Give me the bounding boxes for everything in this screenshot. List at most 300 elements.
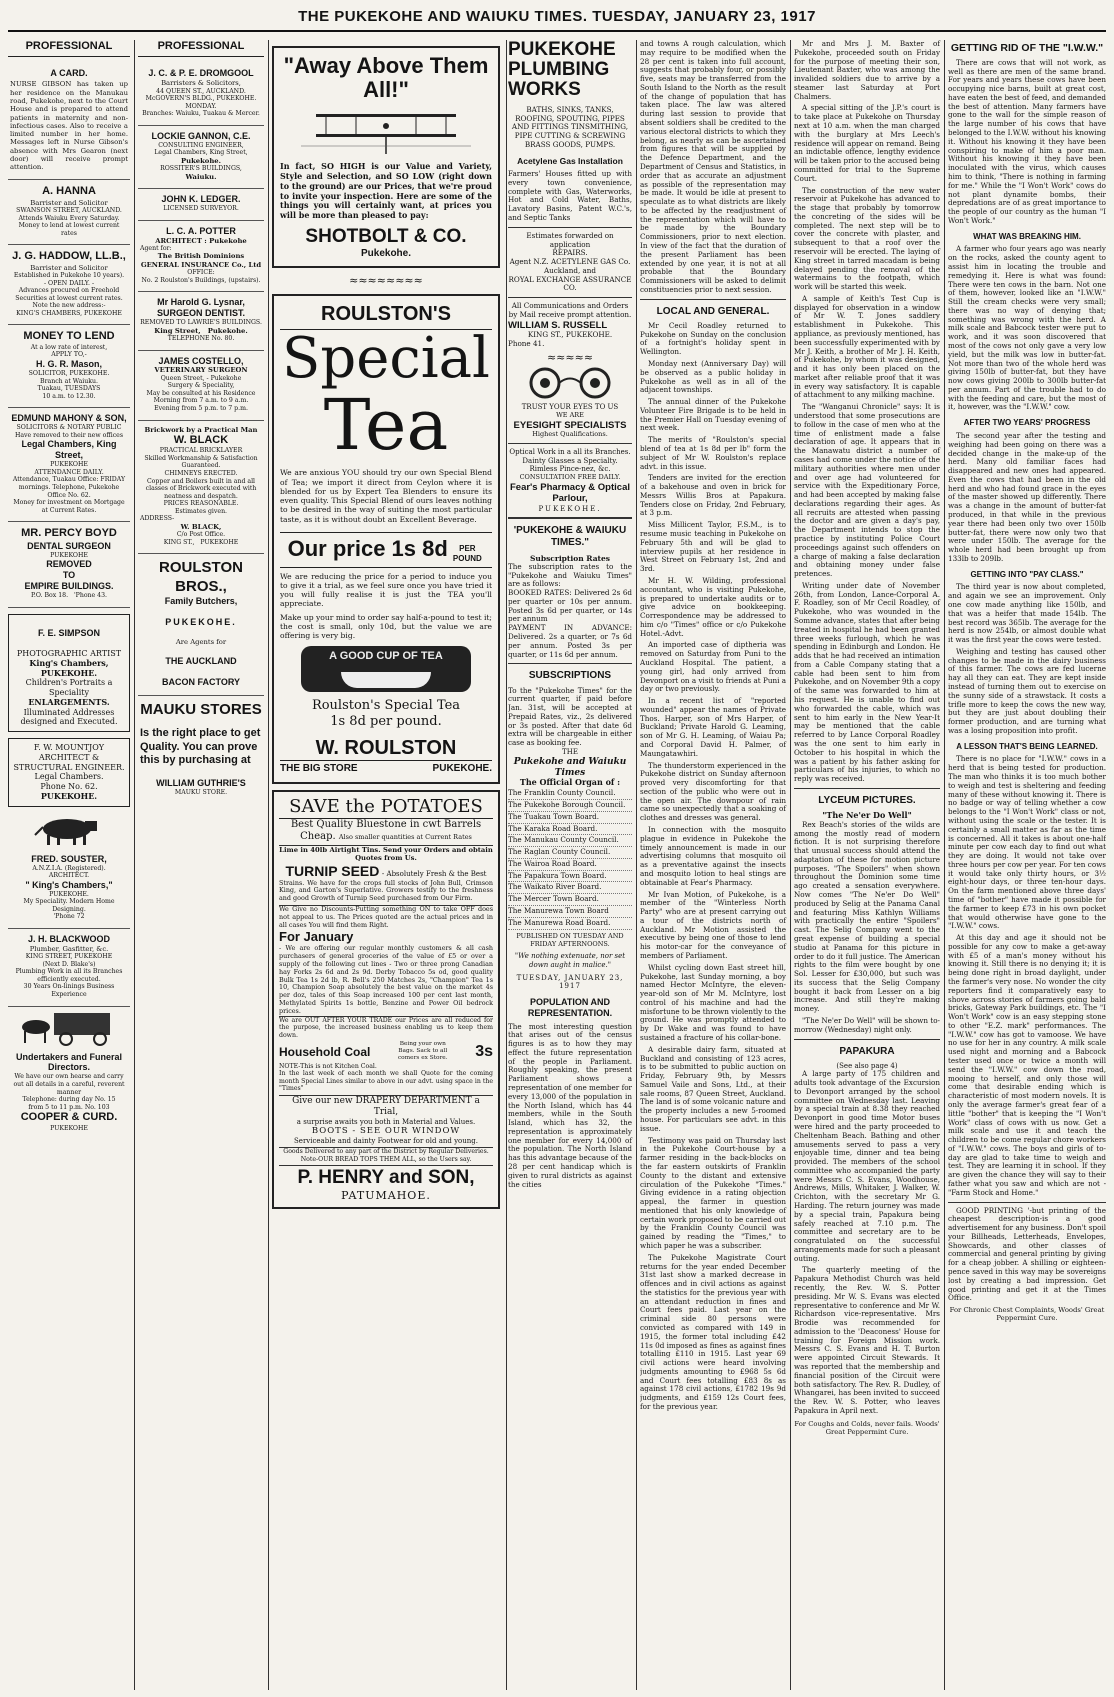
lockie-name: LOCKIE GANNON, C.E.: [151, 130, 251, 141]
chest-ad: For Chronic Chest Complaints, Woods' Great Peppermint Cure.: [949, 1306, 1105, 1323]
iww-title: GETTING RID OF THE "I.W.W.": [950, 42, 1104, 54]
potter-name: L. C. A. POTTER: [166, 225, 236, 236]
souster-name: FRED. SOUSTER,: [31, 853, 107, 864]
mahony-town: PUKEKOHE: [50, 461, 88, 469]
special-word: Special: [282, 326, 490, 392]
news6-p7: Rex Beach's stories of the wilds are among the mostly read of modern fiction. It is not surprising therefore that unusual success should attend the adaptation of these for motion picture purposes. "The Spoilers" when shown throughout the Dominion some time ago created a sensation everywhere. Now comes "The Ne'er Do Well" produced by Selig at the Panama Canal and featuring Miss Kathlyn Williams with practically the entire "Spoilers" cast. The Selig Company went to the great expense of building a special studio at Panama for this picture in order to do it full justice. The American rights to the film were bought by one Sol. Lesser for £30,000, but such was its success that the Selig Company bought it back from Lesser on a big increase. And still they're making money.: [794, 819, 940, 1014]
communications: All Communications and Orders by Mail receive prompt attention.: [508, 301, 632, 320]
lockie-st: King Street,: [209, 149, 248, 157]
news-p13: Mr Ivan Motion, of Pukekohe, is a member of the "Winterless North Party" who are at present carrying out a tour of the districts north of Auckland. Mr Motion assisted the executive by being one of those to lend his motor-car for the conveyance of members of Parliament.: [640, 889, 786, 960]
masthead: THE PUKEKOHE AND WAIUKU TIMES. TUESDAY, JANUARY 23, 1917: [8, 4, 1106, 32]
mason-name: H. G. R. Mason,: [35, 359, 102, 369]
lysnar-role: SURGEON DENTIST.: [156, 308, 245, 319]
boyd-phone: 'Phone 43.: [73, 592, 108, 600]
discounts: We Give no Discounts-Putting something ON to take OFF does not appeal to us. The Prices quoted are the actual prices and in all cases You will find them Right.: [279, 905, 493, 929]
column-news-2: [794, 40, 945, 1690]
january-title: For January: [279, 929, 354, 945]
news6-p9: A large party of 175 children and adults took advantage of the Excursion to Devonport arranged by the school committee on Wednesday last. Leaving by a special train at 8.38 they reached Devonport in good time Motor buses were hired and the party proceeded to Cheltenham Beach. Bathing and other amusements served to pass a very enjoyable time, dinner and tea being provided. The members of the school committee who accompanied the party were Messrs C. S. Evans, Woodhouse, Andrews, Mills, Whitaker, J. Walker, W. Crichton, with the secretary Mr G. Harding. The return journey was made by a special train, Papakura being safely reached at 7.10 p.m. The committee and secretary are to be congratulated on the successful arrangements made for such a pleasant outing.: [794, 1069, 940, 1263]
lockie-role: CONSULTING ENGINEER,: [158, 141, 244, 149]
address-label: ADDRESS-: [140, 515, 175, 523]
subscriptions-body: To the "Pukekohe Times" for the current quarter, if paid before Jan. 31st, will be accepted at Prepaid Rates, viz., 2s delivered or 3s posted. After that date 6d extra will be chargeable in either case as booking fee.: [508, 685, 632, 748]
shotbolt-town: Pukekohe.: [360, 248, 412, 260]
column-professional-1: [8, 40, 135, 1690]
souster-cred: A.N.Z.I.A. (Registered).: [32, 864, 106, 872]
column-plumbing: [508, 40, 637, 1690]
tea-word: Tea: [323, 383, 449, 466]
mason-hours: 10 a.m. to 12.30.: [42, 392, 96, 400]
costello-surg: Surgery & Speciality,: [167, 382, 235, 390]
cheap: Cheap.: [300, 830, 336, 842]
column-local-news: [640, 40, 791, 1690]
card-hanna: [8, 180, 130, 245]
fear-town: PUKEKOHE.: [538, 504, 602, 513]
hearse-illustration: [8, 1007, 130, 1047]
mason-role: SOLICITOR, PUKEKOHE.: [28, 369, 110, 377]
russell-name: WILLIAM S. RUSSELL: [508, 319, 608, 331]
costello-name: JAMES COSTELLO,: [158, 355, 244, 366]
organ-item: The Tuakau Town Board.: [508, 812, 632, 824]
tea-cup-illustration: [301, 646, 471, 692]
simpson-role: PHOTOGRAPHIC ARTIST: [16, 649, 122, 659]
card-mountjoy: [8, 738, 130, 807]
under-tel-2: from 5 to 11 p.m. No. 103: [28, 1103, 110, 1111]
news-p10: In a recent list of "reported wounded" appear the names of Private Thos. Harper, son of Mrs Harper, of Buckland; Private Harold G. Leaming, son of Mr G. H. Leaming, of Waiau Pa; and Corporal David H. Palmer, of Maungatawhiri.: [640, 696, 786, 758]
russell-addr: KING ST., PUKEKOHE.: [527, 330, 613, 340]
ad-roulston-tea: [272, 294, 500, 784]
card-haddow: [8, 245, 130, 325]
organ-item: The Pukekohe Borough Council.: [508, 800, 632, 812]
news-p12: In connection with the mosquito plague in evidence in Pukekohe the timely announcement is made in our advertising columns that mosquito oil as a preventative against the insects and mosquito lotion to heal stings are obtainable at Fear's Pharmacy.: [640, 825, 786, 887]
acetylene-title: Acetylene Gas Installation: [517, 155, 623, 166]
turnip-body: Strains. We have for the crops full stocks of John Bull, Crimson King, and Garton's Superlative. Growers testify to the freshness and good Growth of Turnip Seed purchased from Our Firm.: [279, 878, 493, 903]
card-roulston-bros: [138, 554, 264, 696]
organ-item: The Raglan County Council.: [508, 847, 632, 859]
curd-town: PUKEKOHE: [50, 1124, 88, 1132]
costello-town: Pukekohe: [210, 374, 242, 382]
prices: PRICES REASONABLE.: [163, 500, 239, 508]
news-p2: Mr Cecil Roadley returned to Pukekohe on Sunday on the conclusion of a fortnight's holiday spent in Wellington.: [640, 320, 786, 357]
card-mason: [8, 325, 130, 408]
estimates: Estimates given.: [174, 507, 228, 515]
right-place: Is the right place to get Quality. You can prove this by purchasing at: [140, 727, 261, 767]
away-body: In fact, SO HIGH is our Value and Variety, Style and Selection, and SO LOW (right down to the ground) are our Prices, that we're proud to invite your inspection. Here are some of the things you will certainly want, at prices you will be more than pleased to pay:: [280, 161, 492, 221]
boots: BOOTS - SEE OUR WINDOW: [311, 1126, 461, 1137]
haddow-addr: KING'S CHAMBERS, PUKEKOHE: [16, 309, 122, 317]
drom-bldg: McGOVERN'S BLDG., PUKEKOHE.: [145, 95, 257, 103]
paper-name: Pukekohe and Waiuku Times: [513, 756, 627, 778]
card-potter: L. C. A. POTTER ARCHITECT : Pukekohe Agent for: The British Dominions GENERAL INSURANCE Co., Ltd OFFICE: No. 2 Roulston's Buildings, (upstairs).: [138, 221, 264, 293]
blackwood-role: Plumber, Gasfitter, &c.: [29, 944, 109, 953]
mauku-stores: MAUKU STORES: [140, 701, 262, 719]
mountjoy-role: ARCHITECT & STRUCTURAL ENGINEER.: [13, 752, 125, 772]
card-costello: JAMES COSTELLO, VETERINARY SURGEON Queen Street, - Pukekohe Surgery & Speciality, May be consulted at his Residence Morning from 7 a.m. to 9 a.m. Evening from 5 p.m. to 7 p.m.: [138, 351, 264, 421]
boyd-removed: REMOVED: [46, 559, 92, 570]
potter-agent: Agent for:: [140, 244, 172, 252]
drom-branch: Branches: Waiuku, Tuakau & Mercer.: [142, 110, 260, 118]
we-are: WE ARE: [556, 410, 584, 419]
card-souster: [8, 849, 130, 929]
column-iww-article: [948, 40, 1106, 1690]
family-butchers: Family Butchers,: [164, 595, 238, 606]
special-tea-price: 1s 8d per pound.: [330, 714, 442, 730]
iww-p7: At this day and age it should not be possible for any cow to make a get-away with £5 of a man's money without his knowing it. Still there is no denying it; it is being done right in broad daylight, under the farmer's very nose. No wonder the city reporters find it comparatively easy to shove across stories of farmers going bald bricks, Gateway Park buildings, etc. The "I Won't Work" cow is an easy stepping stone to other "E.Z. mark" performances. The "I.W.W." cow has got to vamoose. We have no use for her in any country. A milk scale used night and morning and a Babcock tester used once or twice a month will send the "I.W.W." cow down the road, mooing to herself, and only those will come that desirable ending which is characteristic of most modern novels. It is only the average farmer's great fear of a little "bother" that is keeping the "I Won't Work" class of cows with us now. Get a milk scale and use it and teach the children to be come regular chore workers of "I.W.W." cows. The boys and girls of to-day are glad to take time to weigh and test. They are learning it in school. If they are given the chance they will say to their father what you saw and which are not - "Farm Stock and Home.": [948, 933, 1106, 1197]
drom-addr: 44 QUEEN ST., AUCKLAND.: [156, 87, 246, 95]
drapery-2: a surprise awaits you both in Material and Values.: [296, 1117, 476, 1126]
w-roulston: W. ROULSTON: [315, 737, 457, 760]
news6-p8: "The Ne'er Do Well" will be shown to-morrow (Wednesday) night only.: [794, 1015, 940, 1034]
ornament-divider-2: ≈≈≈≈≈: [546, 350, 594, 364]
plumbing-2: PLUMBING: [508, 58, 610, 80]
progress-title: AFTER TWO YEARS' PROGRESS: [963, 418, 1091, 428]
haddow-adv: Advances procured on Freehold Securities at lowest current rates.: [15, 287, 123, 302]
auckland-label: THE AUCKLAND: [165, 656, 237, 667]
mason-branch: Branch at Waiuku.: [40, 377, 98, 385]
mahony-addr: Legal Chambers, King Street,: [21, 439, 117, 461]
boyd-town: PUKEKOHE: [50, 551, 88, 559]
ledger-name: JOHN K. LEDGER.: [161, 194, 241, 205]
boyd-place: EMPIRE BUILDINGS.: [24, 581, 114, 592]
news-p1: and towns A rough calculation, which may require to be modified when the 28 per cent is taken into full account, suggests that probably four, or possibly five, seats may be transferred from the South Island to the North as the result of the change of population that has taken place. The law was altered during last session to provide that absent soldiers shall be credited to the various electoral districts to which they belong, as nearly as can be ascertained from figures that will be supplied by the Defence Department, and the Department of Census and Statistics, in order that as accurate an adjustment as possible of the representation may be made. It would be idle at present to speculate as to what districts are likely to be affected by the readjustment of the representation which will have to be made by the Boundary Commissioners, prior to next election. In view of the fact that the duration of the present Parliament has been extended by one year, it is not at all probable that the Boundary Commissioners will be asked to delimit constituencies prior to next session.: [640, 40, 786, 294]
souster-town: PUKEKOHE.: [49, 890, 89, 898]
coal-price: 3s: [475, 1043, 493, 1061]
potter-office-addr: No. 2 Roulston's Buildings, (upstairs).: [141, 276, 261, 284]
money-apply: APPLY TO,-: [51, 351, 87, 359]
souster-spec: My Speciality. Modern Home Designing.: [23, 898, 115, 913]
tea-make-up: Make up your mind to order say half-a-pound to test it; the cost is small, only 10d, but the value we are offering is very big.: [280, 612, 492, 641]
news6-p2: A special sitting of the J.P.'s court is to take place at Pukekohe on Thursday next at 10 a.m. when the man charged with the burglary at Mrs Leech's residence will appear on remand. Being an indictable offence, lengthy evidence will be taken prior to the accused being committed for trial to the Supreme Court.: [794, 103, 940, 183]
haddow-open: - OPEN DAILY. -: [43, 279, 95, 287]
mahony-role: SOLICITORS & NOTARY PUBLIC: [16, 424, 122, 432]
organ-item: The Wairoa Road Board.: [508, 859, 632, 871]
lysnar-removed: REMOVED TO LAWRIE'S BUILDINGS.: [140, 319, 262, 327]
ledger-role: LICENSED SURVEYOR.: [163, 205, 239, 213]
costello-consult: May be consulted at his Residence: [146, 389, 256, 397]
potter-town: Pukekohe: [209, 236, 247, 245]
news-p3: Monday next (Anniversary Day) will be observed as a public holiday in Pukekohe as well as in all of the adjacent townships.: [640, 358, 786, 395]
lysnar-st: King Street,: [154, 326, 201, 335]
card-lysnar: [138, 292, 264, 350]
roulston-bros-name: ROULSTON BROS.,: [159, 559, 243, 595]
organ-item: The Waikato River Board.: [508, 882, 632, 894]
mountjoy-legal: Legal Chambers.: [34, 772, 104, 782]
haddow-est: Established in Pukekohe 10 years).: [13, 272, 125, 280]
ornament-divider: ≈≈≈≈≈≈≈≈: [349, 274, 423, 288]
iww-p6: There is no place for "I.W.W." cows in a herd that is being tested for production. The man who thinks it is too much bother to weigh and test is sheltering and feeding many of these without knowing it. There is no badge or way of telling whether a cow belongs to the "I Won't Work" class or not, without using the scale or the tester. It is certainly a small matter as far as the time is concerned. All it takes is about one-half minute per cow each day to find out what they are doing. It would not take over three hours per cow per year. For ten cows it would take only thirty hours, or 3½ eight-hour days, or three ten-hour days. On the farm mentioned above three days' time of "bother" have made it possible for the farmer to keep £73 in his own pocket that would otherwise have gone to the "I.W.W." cows.: [948, 754, 1106, 931]
guthrie-name: WILLIAM GUTHRIE'S: [156, 777, 246, 788]
tea-body: We are anxious YOU should try our own Special Blend of Tea; we import it direct from Ceylon where it is blended for us by Expert Tea Blenders to ensure its even quality. This Special Blend of ours leaves nothing to be desired in the way of suiting the most particular taste, as it is without doubt an Excellent Beverage.: [280, 468, 492, 524]
coal-note: NOTE-This is not Kitchen Coal.: [279, 1062, 377, 1070]
organ-item: The Manurewa Road Board.: [508, 918, 632, 930]
official-organ: The Official Organ of :: [519, 777, 621, 788]
card-undertakers: [8, 1047, 130, 1140]
drom-mon: MONDAY.: [185, 102, 217, 110]
turnip-tail: - Absolutely Fresh & the Best: [381, 869, 487, 878]
organ-item: The Papakura Town Board.: [508, 871, 632, 883]
organ-list: [508, 788, 632, 929]
big-store: THE BIG STORE: [280, 763, 358, 775]
ad-henry: [272, 790, 500, 1209]
hanna-addr: SWANSON STREET, AUCKLAND.: [16, 207, 122, 215]
local-general-title: LOCAL AND GENERAL.: [656, 305, 770, 317]
card-mahony: [8, 408, 130, 522]
plumbing-list: BATHS, SINKS, TANKS, ROOFING, SPOUTING, PIPES AND FITTINGS TINSMITHING, PIPE CUTTING & SCREWING BRASS GOODS, PUMPS.: [511, 104, 629, 149]
organ-item: The Mercer Town Board.: [508, 894, 632, 906]
mason-tues: Tuakau, TUESDAYS: [37, 385, 101, 393]
sub-rates: Subscription Rates: [529, 553, 611, 563]
boyd-name: MR. PERCY BOYD: [21, 527, 117, 540]
save-potatoes: SAVE the POTATOES: [279, 796, 493, 819]
news-p8: Mr H. W. Wilding, professional accountant, who is visiting Pukekohe, is prepared to undertake audits or to give advice on bookkeeping. Correspondence may be addressed to him c/o "Times" office or c/o Pukekohe Hotel.-Advt.: [640, 575, 786, 638]
brick-title: Brickwork by a Practical Man: [144, 425, 258, 434]
news-p7: Miss Millicent Taylor, F.S.M., is to resume music teaching in Pukekohe on February 5th and will be glad to interview pupils at her residence in West Street on February 1st, 2nd and 3rd.: [640, 520, 786, 574]
organ-item: The Franklin County Council.: [508, 788, 632, 800]
ad-shotbolt: [272, 46, 500, 268]
patumahoe: PATUMAHOE.: [341, 1189, 431, 1203]
cheap-small: Also smaller quantities at Current Rates: [338, 832, 472, 841]
motto: "We nothing extenuate, nor set down aught in malice.": [514, 952, 626, 969]
lysnar-name: Mr Harold G. Lysnar,: [157, 297, 245, 308]
news6-p4: A sample of Keith's Test Cup is displayed for observation in a window of Mr W. T. Jones saddlery establishment in Pukekohe. This appliance, as previously mentioned, has been successfully experimented with by Mr J. Keith, a brother of Mr J. H. Keith, of Pukekohe, by whom it was designed, and it has only been placed on the market after reliable proof that it was in every way satisfactory. It is capable of attachment to any milking machine.: [794, 293, 940, 400]
boyd-role: DENTAL SURGEON: [27, 540, 111, 551]
section-heading: PROFESSIONAL: [8, 40, 130, 57]
costello-role: VETERINARY SURGEON: [154, 366, 248, 375]
estimates-line: Estimates forwarded on application: [526, 230, 614, 249]
plumbing-1: PUKEKOHE: [508, 40, 616, 60]
blackwood-near: (Next D. Blake's): [42, 960, 96, 968]
mahony-att: ATTENDANCE DAILY.: [34, 468, 104, 476]
card-dromgool: [138, 63, 264, 126]
repairs: REPAIRS.: [552, 248, 588, 258]
blackwood-exp: 30 Years On-linings Business Experience: [23, 983, 115, 998]
hanna-name: A. HANNA: [42, 185, 96, 198]
news6-p3: The construction of the new water reservoir at Pukekohe has advanced to the stage that probably by tomorrow the concreting of the sides will be completed. The next step will be to cover the concrete with plaster, and subsequent to that a roof over the reservoir will be erected. The laying of King street in tarred macadam is being delayed pending the removal of the watermains to the footpath, which work will be started this week.: [794, 185, 940, 292]
spectacles-illustration: [508, 366, 632, 403]
subscriptions-title: SUBSCRIPTIONS: [528, 670, 612, 682]
card-blackwood: [8, 929, 130, 1007]
coal-mid: Being your own Bags. Sack to all comers ex Store.: [397, 1041, 448, 1062]
under-tel: Telephone: during day No. 15: [22, 1096, 116, 1104]
hanna-role: Barrister and Solicitor: [30, 198, 108, 207]
goods-delivered: Goods Delivered to any part of the District by Regular Deliveries.: [279, 1147, 493, 1156]
mahony-moved: Have removed to their new offices: [14, 431, 124, 439]
coal-body: In the last week of each month we shall Quote for the coming month Special Lines similar to above in our advt. using space in the "Times": [279, 1070, 493, 1093]
card-boyd: [8, 522, 130, 607]
eyesight-specialists: EYESIGHT SPECIALISTS: [513, 419, 627, 431]
iww-p1: There are cows that will not work, as well as there are men of the same brand. For years and years these cows have been occupying nice barns, built at great cost, have eaten the best of feed, and demanded the best of attention. Many farmers have gone to the wall for the simple reason of the large number of his cows that have belonged to the I.W.W. without his knowing it. Without his knowing it they have been conspiring to make of him a poor man. Without his knowing it they have been inoculated with the virus, which causes him to think, "There is nothing in farming for me." While the "I Won't Work" cows do not plant dynamite bombs, their depredations are of as great importance to the people of our country as the human "I Won't Work.": [948, 57, 1106, 225]
drom-role: Barristers & Solicitors,: [161, 79, 241, 88]
black-name-2: W. BLACK,: [180, 522, 222, 531]
organ-item: The Manurewa Town Board: [508, 906, 632, 918]
king-town: PUKEKOHE: [200, 538, 239, 546]
payment-advance: PAYMENT IN ADVANCE: Delivered. 2s a quarter, or 7s 6d per annum. Posted 3s per quarter, or 11s 6d per annum.: [508, 623, 632, 659]
under-text: We have our own hearse and carry out all details in a careful, reverent manner: [13, 1073, 125, 1096]
card-black: [138, 421, 264, 555]
papakura-title: PAPAKURA: [839, 1045, 895, 1057]
consultation: CONSULTATION FREE DAILY.: [519, 472, 621, 481]
getting-title: GETTING INTO "PAY CLASS.": [970, 569, 1084, 579]
card-nurse-gibson: [8, 63, 130, 180]
potter-office: OFFICE:: [187, 269, 215, 277]
highest-qual: Highest Qualifications.: [532, 430, 608, 439]
big-store-town: PUKEKOHE.: [432, 763, 492, 775]
guthrie-store: MAUKU STORE.: [174, 788, 228, 796]
turnip-seed: TURNIP SEED: [285, 862, 380, 879]
section-heading-2: PROFESSIONAL: [138, 40, 264, 57]
times-title: 'PUKEKOHE & WAIUKU TIMES.": [513, 525, 627, 549]
per-pound: PER POUND: [452, 544, 482, 563]
booked-rates: BOOKED RATES: Delivered 2s 6d per quarter or 10s per annum. Posted 3s 6d per quarter, or 14s per annum: [508, 588, 632, 624]
hanna-note: Attends Waiuku Every Saturday.: [18, 214, 120, 222]
column-ads-wide: [272, 40, 507, 1690]
money-to-lend: MONEY TO LEND: [23, 330, 115, 343]
card-text: NURSE GIBSON has taken up her residence on the Manukau road, Pukekohe, next to the Court House and is prepared to attend patients in maternity and non-infectious cases. Also to receive a limited number in her home. Messages left in Nurse Gibson's absence with Mrs Gearon (next door) will receive prompt attention.: [10, 80, 128, 172]
news-p6: Tenders are invited for the erection of a bakehouse and oven in brick for Messrs Willis Bros at Papakura. Tenders close on Friday, 2nd February, at 3 p.m.: [640, 473, 786, 518]
shotbolt-name: SHOTBOLT & CO.: [305, 225, 467, 247]
card-lockie: [138, 126, 264, 189]
news-p16: Testimony was paid on Thursday last in the Pukekohe Court-house by a farmer residing in the back-blocks on the far eastern outskirts of Franklin County to the distant and extensive circulation of the Pukekohe "Times." Giving evidence in a rating objection appeal, the farmer in question mentioned that his only knowledge of certain work proposed to be carried out by the Franklin County Council was gained by reading the "Times," to which paper he was a subscriber.: [640, 1135, 786, 1250]
lysnar-tel: TELEPHONE No. 80.: [167, 334, 235, 342]
mahony-name: EDMUND MAHONY & SON,: [11, 413, 127, 424]
card-mauku: [138, 696, 264, 803]
nedo-title: "The Ne'er Do Well": [822, 810, 912, 821]
card-simpson: [8, 614, 130, 732]
mountjoy-phone: Phone No. 62.: [40, 782, 98, 792]
lockie-legal: Legal Chambers,: [154, 149, 208, 157]
coughs-ad: For Coughs and Colds, never fails. Woods' Great Peppermint Cure.: [794, 1419, 940, 1436]
costello-eve: Evening from 5 p.m. to 7 p.m.: [154, 405, 248, 412]
souster-addr: " King's Chambers,": [25, 879, 113, 890]
printing-ad: GOOD PRINTING '-but printing of the cheapest description-is a good advertisement for any business. Don't spoil your Billheads, Letterheads, Envelopes, Showcards, and other classes of commercial and general printing by giving for a cheap jobber. A shilling or eighteen-pence saved in this way may be sovereigns lost by creating a bad impression. Get good printing and get it at the Times Office.: [948, 1205, 1106, 1303]
blackwood-name: J. H. BLACKWOOD: [28, 933, 110, 944]
card-ledger: [138, 189, 264, 221]
news6-p5: The "Wanganui Chronicle" says: It is understood that some prosecutions are to follow in the case of men who at the time of enlistment made a false declaration of age. It appears that in the Manawatu district a number of cases had come under the notice of the military authorities where men under and over age had volunteered for service with the Expeditionary Force, and had been accepted by making false declarations regarding their ages. As all recruits are attested when passing the doctor and are given a day's pay, the Department intends to stop the practice by instituting Police Court proceedings against such offenders on a charge of making a false declaration and obtaining money under false pretences.: [794, 402, 940, 579]
news6-p10: The quarterly meeting of the Papakura Methodist Church was held recently, the Rev. W. S. Potter presiding. Mr W. S. Evans was elected representative to conference and Mr W. Richardson vice-representative. Mrs Brodie was recommended for admission to the 'Deaconess' House for training for Foreign Mission work. Messrs C. S. Evans and H. T. Burton were appointed Circuit Stewards. It was reported that the membership and financial position of the Circuit were both satisfactory. The Rev. R. Dudley, of Whangarei, has been invited to succeed the Rev. W. S. Potter, who leaves Papakura in April next.: [794, 1265, 940, 1415]
cut-out: We are OUT AFTER YOUR TRADE our Prices are all reduced for the purpose, the increased business enabling us to keep them down.: [279, 1016, 493, 1039]
iww-p5: Weighing and testing has caused other changes to be made in the dairy business of this farmer. The cows are fed lucerne hay all they can eat. They are kept inside instead of turning them out to exercise on the sunny side of a strawstack. It costs a trifle more to keep the cows the new way, but they are just about doubling their former production, and are turning what was a losing proposition into profit.: [948, 646, 1106, 735]
haddow-name: J. G. HADDOW, LL.B.,: [12, 250, 126, 263]
potter-role: ARCHITECT: [155, 236, 202, 245]
drom-name: J. C. & P. E. DROMGOOL: [148, 68, 254, 79]
population-body: The most interesting question that arises out of the census figures is as to how they may effect the future representation of the people in Parliament. Roughly speaking, the present Parliament shows a representation of one member for every 13,000 of the population in the North Island, which has 44 members, while in the South Island, which has 32, the representation is approximately one member for every 14,000 of the population. The North Island has this advantage because of the 28 per cent handicap which is given to rural districts as against the cities: [508, 1021, 632, 1189]
agents-for: Are Agents for: [175, 637, 227, 646]
mountjoy-name: F. W. MOUNTJOY: [33, 743, 105, 753]
blackwood-addr: KING STREET, PUKEKOHE: [25, 953, 113, 961]
simpson-ill: Illuminated Addresses designed and Executed.: [20, 707, 118, 727]
british-dominions: The British Dominions GENERAL INSURANCE Co., Ltd: [140, 252, 262, 269]
acetylene-agent: Agent N.Z. ACETYLENE GAS Co. Auckland, and: [509, 257, 631, 275]
biplane-illustration: [280, 102, 492, 162]
simpson-addr: King's Chambers,: [29, 657, 109, 668]
simpson-town: PUKEKOHE.: [40, 667, 98, 678]
card-heading: A CARD.: [50, 68, 88, 79]
under-title: Undertakers and Funeral Directors.: [15, 1051, 123, 1073]
simpson-enl: ENLARGEMENTS.: [28, 696, 110, 707]
news-p14: Whilst cycling down East street hill, Pukekohe, last Sunday morning, a boy named Hector McIntyre, the eleven-year-old son of Mr M. McIntyre, lost control of his machine and had the misfortune to be thrown violently to the ground. He was promptly attended to by Dr Wake and was found to have sustained a fracture of his collar-bone.: [640, 962, 786, 1042]
trust-eyes: TRUST YOUR EYES TO US: [521, 403, 619, 412]
mahony-money: Money for investment on Mortgage at Current Rates.: [13, 499, 125, 514]
black-work: Skilled Workmanship & Satisfaction Guaranteed.: [144, 454, 258, 470]
copper: Copper and Boilers built in and all classes of Brickwork executed with neatness and despatch.: [145, 477, 257, 500]
news-p5: The merits of "Roulston's special blend of tea at 1s 8d per lb" form the subject of Mr W. Roulston's replace advt. in this issue.: [640, 435, 786, 471]
blackwood-work: Plumbing Work in all its Branches efficiently executed.: [15, 968, 123, 983]
special-tea-label: Roulston's Special Tea: [311, 698, 461, 714]
acetylene-body: Farmers' Houses fitted up with every town convenience, complete with Gas, Waterworks, Hot and Cold Water, Baths, Lavatory Basins, Patent W.C.'s, and Septic Tanks: [508, 169, 632, 222]
mountjoy-town: PUKEKOHE.: [40, 790, 98, 801]
butchers-town: PUKEKOHE.: [165, 616, 237, 627]
see-also: (See also page 4): [836, 1061, 898, 1070]
black-role: PRACTICAL BRICKLAYER: [159, 447, 243, 455]
lockie-town: Pukekohe.: [181, 157, 221, 165]
lysnar-town: Pukekohe.: [207, 326, 248, 335]
bacon-factory: BACON FACTORY: [161, 677, 240, 688]
lime-line: Lime in 40lb Airtight Tins. Send your Orders and obtain Quotes from Us.: [279, 845, 493, 863]
costello-morn: Morning from 7 a.m. to 9 a.m.: [153, 397, 249, 405]
costello-st: Queen Street,: [160, 374, 205, 382]
news-p4: The annual dinner of the Pukekohe Volunteer Fire Brigade is to be held in the Premier Hall on Tuesday evening of next week.: [640, 397, 786, 433]
simpson-child: Children's Portraits a Speciality: [25, 678, 113, 698]
bluestone: Best Quality Bluestone in cwt Barrels: [290, 818, 482, 830]
tea-price: Our price 1s 8d: [287, 535, 448, 561]
black-po: C/o Post Office.: [176, 531, 226, 539]
household-coal: Household Coal: [279, 1044, 371, 1059]
curd-name: COOPER & CURD.: [20, 1111, 118, 1124]
tea-reduce: We are reducing the price for a period to induce you to give it a trial, as we feel sure once you have tried it you will fully realise it is just the TEA you'll appreciate.: [280, 571, 492, 609]
january-body: - We are offering our regular monthly customers & all cash purchasers of general groceries of the value of £5 or over a supply of the following cut lines - Two or three prong Canadian hay Forks 2s 6d and 2s 9d. Derby Tobacco 5s od, good quality Bulk Tea 1s 2d lb, R. Bell's 250 Matches 2s, "Champion" Tea 1s 10, Champion Soap absolutely the best value on the market 4s per doz, tales of this Soap increased 100 per cent last month, Methylated Spirits 1s bottle, Benzine and Power Oil bedrock prices.: [279, 944, 493, 1015]
boots-2: Serviceable and dainty Footwear for old and young.: [294, 1136, 478, 1145]
drapery: Give our new DRAPERY DEPARTMENT a Trial,: [279, 1095, 493, 1118]
henry-name: P. HENRY and SON,: [279, 1165, 493, 1189]
russell-phone: Phone 41.: [508, 339, 545, 349]
news-p15: A desirable dairy farm, situated at Buckland and consisting of 123 acres, is to be submitted to public auction on Friday, February 9th, by Messrs Samuel Vaile and Sons, Ltd., at their sale rooms, 87 Queen Street, Auckland. The land is of some volcanic nature and the property includes a new 5-roomed house. For particulars see advt. in this issue.: [640, 1044, 786, 1133]
bull-illustration: [8, 813, 130, 849]
royal-exchange: ROYAL EXCHANGE ASSURANCE CO.: [508, 274, 632, 293]
dateline: TUESDAY, JANUARY 23, 1917: [516, 973, 624, 991]
rossiter: ROSSITER'S BUILDINGS,: [160, 165, 242, 173]
breaking-title: WHAT WAS BREAKING HIM.: [973, 231, 1081, 241]
rossiter-town: Waiuku.: [185, 172, 217, 181]
column-professional-2: [138, 40, 269, 1690]
cup-label: A GOOD CUP OF TEA: [329, 650, 443, 663]
organ-item: The Karaka Road Board.: [508, 824, 632, 836]
simpson-name: F. E. SIMPSON: [37, 628, 100, 639]
the-label: THE: [562, 748, 578, 757]
money-rate: At a low rate of interest,: [30, 343, 108, 351]
news-p17: The Pukekohe Magistrate Court returns for the year ended December 31st last show a marked decrease in offences and in civil actions as against the statistics for the previous year with an attendant reduction in fines and Court fees paid. Last year on the criminal side 80 persons were convicted as compared with 149 in 1915, the former total including £42 11s 0d imposed as fines as against fines totalling £110 in 1915. Last year 69 civil actions were heard involving judgments amounting to £968 5s 6d and Court fees totalling £83 8s as against 178 civil actions, £1782 19s 9d judgments, and £159 12s Court fees, for the previous year.: [640, 1252, 786, 1412]
king-st: KING ST.,: [163, 538, 195, 546]
lyceum-title: LYCEUM PICTURES.: [818, 794, 916, 806]
haddow-note: Note the new address:-: [32, 302, 106, 310]
boyd-to: TO: [62, 570, 76, 581]
published: PUBLISHED ON TUESDAY AND FRIDAY AFTERNOONS.: [516, 931, 624, 948]
news6-p1: Mr and Mrs J. M. Baxter of Pukekohe, proceeded south on Friday for the purpose of meeting their son, Lieutenant Baxter, who was among the invalided soldiers due to arrive by a steamer last Saturday at Port Chalmers.: [794, 40, 940, 101]
haddow-role: Barrister and Solicitor: [30, 263, 108, 272]
fear-pharmacy: Fear's Pharmacy & Optical Parlour,: [509, 481, 630, 505]
lesson-title: A LESSON THAT'S BEING LEARNED.: [956, 741, 1098, 751]
iww-p2: A farmer who four years ago was nearly on the rocks, asked the county agent to assist him in locating the trouble and remedying it. Here is what was found: There were ten cows in the barn. Not one of them, however, looked like an "I.W.W." Still the cream checks were very small; there was no way of denying that; something was wrong with the herd. A milk scale and Babcock tester were put to work, and it was soon discovered that most of the cows not only gave a very low yield, but the milk was low in butter-fat. Not more than two of the whole herd was giving 150lb of butter-fat, but they have now cows giving 200lb to 300lb butter-fat per annum. Part of the trouble had to do with the feeding and care, but the most of it, however, was the "I.W.W." cow.: [948, 244, 1106, 412]
optical-work: Optical Work in a all its Branches. Dainty Glasses a Specialty. Rimless Pince-nez, &c.: [509, 448, 631, 474]
mahony-tuakau: Attendance, Tuakau Office: FRIDAY mornings. Telephone, Pukekohe Office No. 62.: [12, 476, 126, 499]
bread-note: Note-OUR BREAD TOPS THEM ALL, so the Users say.: [300, 1155, 472, 1163]
souster-phone: 'Phone 72: [53, 913, 85, 921]
chimneys: CHIMNEYS ERECTED.: [164, 469, 238, 477]
news-p11: The thunderstorm experienced in the Pukekohe district on Sunday afternoon proved very discomforting for that section of the public who were out in the open air. The downpour of rain came so unexpectedly that a soaking of clothes and dresses was general.: [640, 760, 786, 823]
iww-p4: The third year is now about completed, and again we see an improvement. Only one cow made anything like 150lb, and that was a heifer that made 154lb. The best record was 365lb. The average for the herd is now 254lb, or almost double what it was the first year the cows were tested.: [948, 582, 1106, 645]
souster-role: ARCHITECT.: [48, 872, 90, 880]
boyd-box: P.O. Box 18.: [30, 592, 69, 600]
roulstons-title: ROULSTON'S: [280, 302, 492, 330]
news-p9: An imported case of diptheria was removed on Saturday from Puni to the Auckland Hospital. The patient, a young girl, had only arrived from Devonport on a visit to friends at Puni a day or two previously.: [640, 640, 786, 694]
sub-body: The subscription rates to the "Pukekohe and Waiuku Times" are as follows:: [508, 561, 632, 589]
